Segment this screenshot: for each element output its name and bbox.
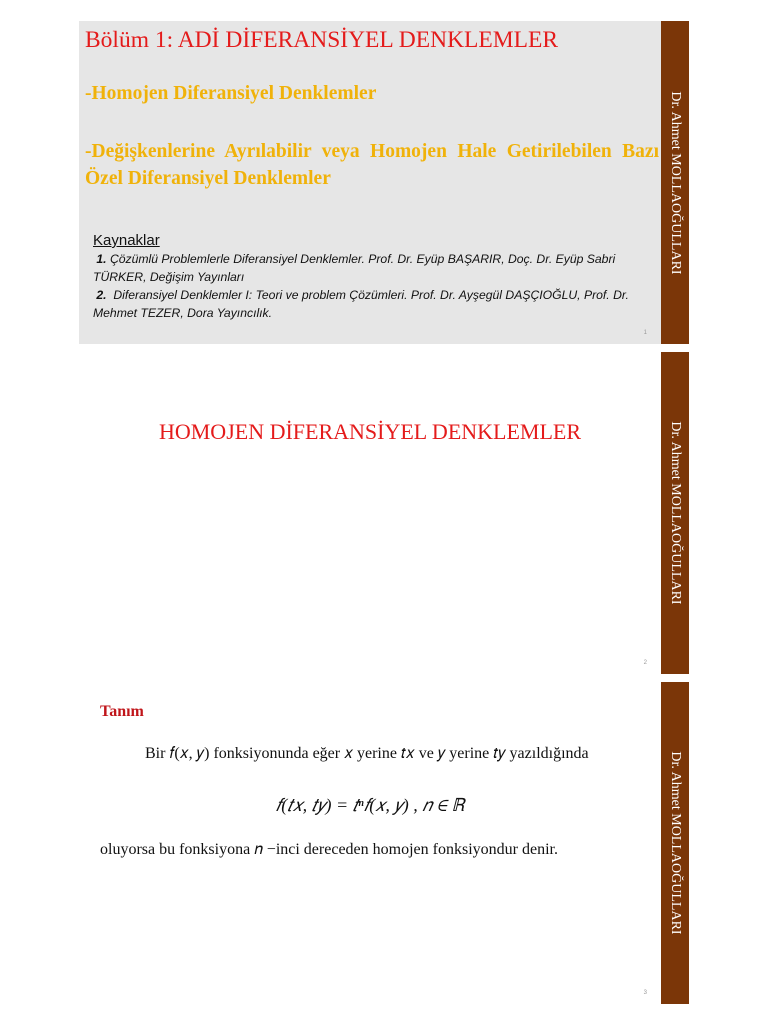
slide-1 bbox=[79, 21, 689, 344]
references-heading: Kaynaklar bbox=[93, 232, 160, 249]
reference-item bbox=[93, 250, 659, 286]
slide-2 bbox=[79, 352, 689, 674]
page-number: 1 bbox=[643, 330, 647, 336]
reference-text: Diferansiyel Denklemler I: Teori ve problem Çözümleri. Prof. Dr. Ayşegül DAŞÇIOĞLU, Prof. Dr. Mehmet TEZER, Dora Yayıncılık. bbox=[93, 288, 629, 320]
author-name: Dr. Ahmet MOLLAOĞULLARI bbox=[668, 421, 683, 605]
definition-paragraph-2: oluyorsa bu fonksiyona 𝑛 −inci dereceden homojen fonksiyondur denir. bbox=[100, 841, 558, 858]
author-band bbox=[661, 682, 689, 1004]
reference-number: 1. bbox=[96, 252, 107, 266]
slide-1-content bbox=[79, 21, 661, 344]
chapter-title: Bölüm 1: ADİ DİFERANSİYEL DENKLEMLER bbox=[85, 27, 559, 53]
reference-number: 2. bbox=[96, 288, 107, 302]
slide-3-content bbox=[79, 682, 661, 1004]
reference-text: Çözümlü Problemlerle Diferansiyel Denklemler. Prof. Dr. Eyüp BAŞARIR, Doç. Dr. Eyüp Sabri TÜRKER, Değişim Yayınları bbox=[93, 252, 616, 284]
subtitle-homogeneous: -Homojen Diferansiyel Denklemler bbox=[85, 83, 377, 104]
definition-paragraph-1: Bir 𝑓(𝑥, 𝑦) fonksiyonunda eğer 𝑥 yerine 𝑡𝑥 ve 𝑦 yerine 𝑡𝑦 yazıldığında bbox=[145, 745, 589, 762]
references bbox=[93, 232, 659, 322]
section-title: HOMOJEN DİFERANSİYEL DENKLEMLER bbox=[158, 419, 582, 444]
homogeneity-formula: 𝑓(𝑡𝑥, 𝑡𝑦) = 𝑡ⁿ𝑓(𝑥, 𝑦) , 𝑛 ∈ ℝ bbox=[275, 795, 465, 815]
page-number: 3 bbox=[643, 990, 647, 996]
author-name: Dr. Ahmet MOLLAOĞULLARI bbox=[668, 751, 683, 935]
author-name: Dr. Ahmet MOLLAOĞULLARI bbox=[668, 90, 683, 275]
subtitle-separable: -Değişkenlerine Ayrılabilir veya Homojen Hale Getirilebilen Bazı Özel Diferansiyel Denklemler bbox=[85, 141, 659, 189]
author-band bbox=[661, 21, 689, 344]
slide-3 bbox=[79, 682, 689, 1004]
reference-item bbox=[93, 286, 659, 322]
author-band bbox=[661, 352, 689, 674]
page-number: 2 bbox=[643, 660, 647, 666]
slide-2-content bbox=[79, 352, 661, 674]
definition-heading: Tanım bbox=[100, 703, 144, 720]
